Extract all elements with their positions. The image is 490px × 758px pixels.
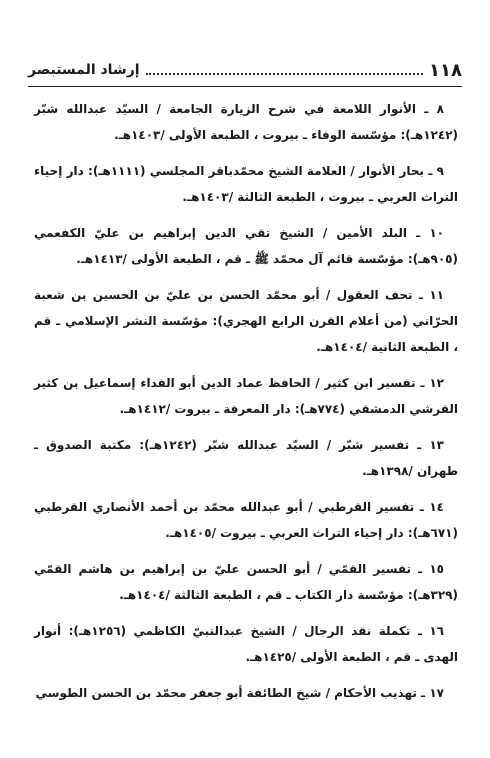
bibliography-entry: [34, 494, 458, 546]
entry-text: ١١ ـ تحف العقول / أبو محمّد الحسن بن عليّ بن الحسين بن شعبة الحرّاني (من أعلام القرن الرابع الهجري): مؤسّسة النشر الإسلامي ـ قم ، الطبعة الثانية /١٤٠٤هـ.: [34, 288, 458, 354]
entry-text: ١٢ ـ تفسير ابن كثير / الحافظ عماد الدين أبو الفداء إسماعيل بن كثير القرشي الدمشقي (٧٧٤هـ): دار المعرفة ـ بيروت /١٤١٢هـ.: [34, 376, 458, 416]
running-header: [28, 58, 462, 82]
entry-text: ٩ ـ بحار الأنوار / العلامة الشيخ محمّدباقر المجلسي (١١١١هـ): دار إحياء التراث العربي ـ بيروت ، الطبعة الثالثة /١٤٠٣هـ.: [34, 164, 458, 204]
entry-text: ٨ ـ الأنوار اللامعة في شرح الزيارة الجامعة / السيّد عبدالله شبّر (١٢٤٢هـ): مؤسّسة الوفاء ـ بيروت ، الطبعة الأولى /١٤٠٣هـ.: [34, 102, 458, 142]
entry-text: ١٥ ـ تفسير القمّي / أبو الحسن عليّ بن إبراهيم بن هاشم القمّي (٣٢٩هـ): مؤسّسة دار الكتاب ـ قم ، الطبعة الثالثة /١٤٠٤هـ.: [34, 562, 458, 602]
bibliography-entry: [34, 370, 458, 422]
entry-text: ١٦ ـ تكملة نقد الرجال / الشيخ عبدالنبيّ الكاظمي (١٢٥٦هـ): أنوار الهدى ـ قم ، الطبعة الأولى /١٤٢٥هـ.: [34, 624, 458, 664]
entry-text: ١٤ ـ تفسير القرطبي / أبو عبدالله محمّد بن أحمد الأنصاري القرطبي (٦٧١هـ): دار إحياء التراث العربي ـ بيروت /١٤٠٥هـ.: [34, 500, 458, 540]
bibliography-entry: [34, 282, 458, 360]
page-number: ١١٨: [429, 59, 462, 81]
bibliography-entry: [34, 432, 458, 484]
entry-text: ١٧ ـ تهذيب الأحكام / شيخ الطائفة أبو جعفر محمّد بن الحسن الطوسي: [35, 686, 444, 700]
bibliography-entry: [34, 618, 458, 670]
bibliography-entry: [34, 96, 458, 148]
bibliography-entry: [34, 158, 458, 210]
bibliography-entry: [34, 556, 458, 608]
entry-text: ١٣ ـ تفسير شبّر / السيّد عبدالله شبّر (١٢٤٢هـ): مكتبة الصدوق ـ طهران /١٣٩٨هـ.: [34, 438, 458, 478]
entry-text: ١٠ ـ البلد الأمين / الشيخ تقي الدين إبراهيم بن عليّ الكفعمي (٩٠٥هـ): مؤسّسة قائم آل محمّد ﷺ ـ قم ، الطبعة الأولى /١٤١٣هـ.: [34, 226, 458, 266]
header-title: إرشاد المستبصر: [28, 62, 140, 78]
bibliography-list: [34, 96, 458, 716]
header-rule: [28, 86, 462, 87]
bibliography-entry: [34, 220, 458, 272]
bibliography-entry: [34, 680, 458, 706]
header-dot-leader: [146, 71, 423, 75]
